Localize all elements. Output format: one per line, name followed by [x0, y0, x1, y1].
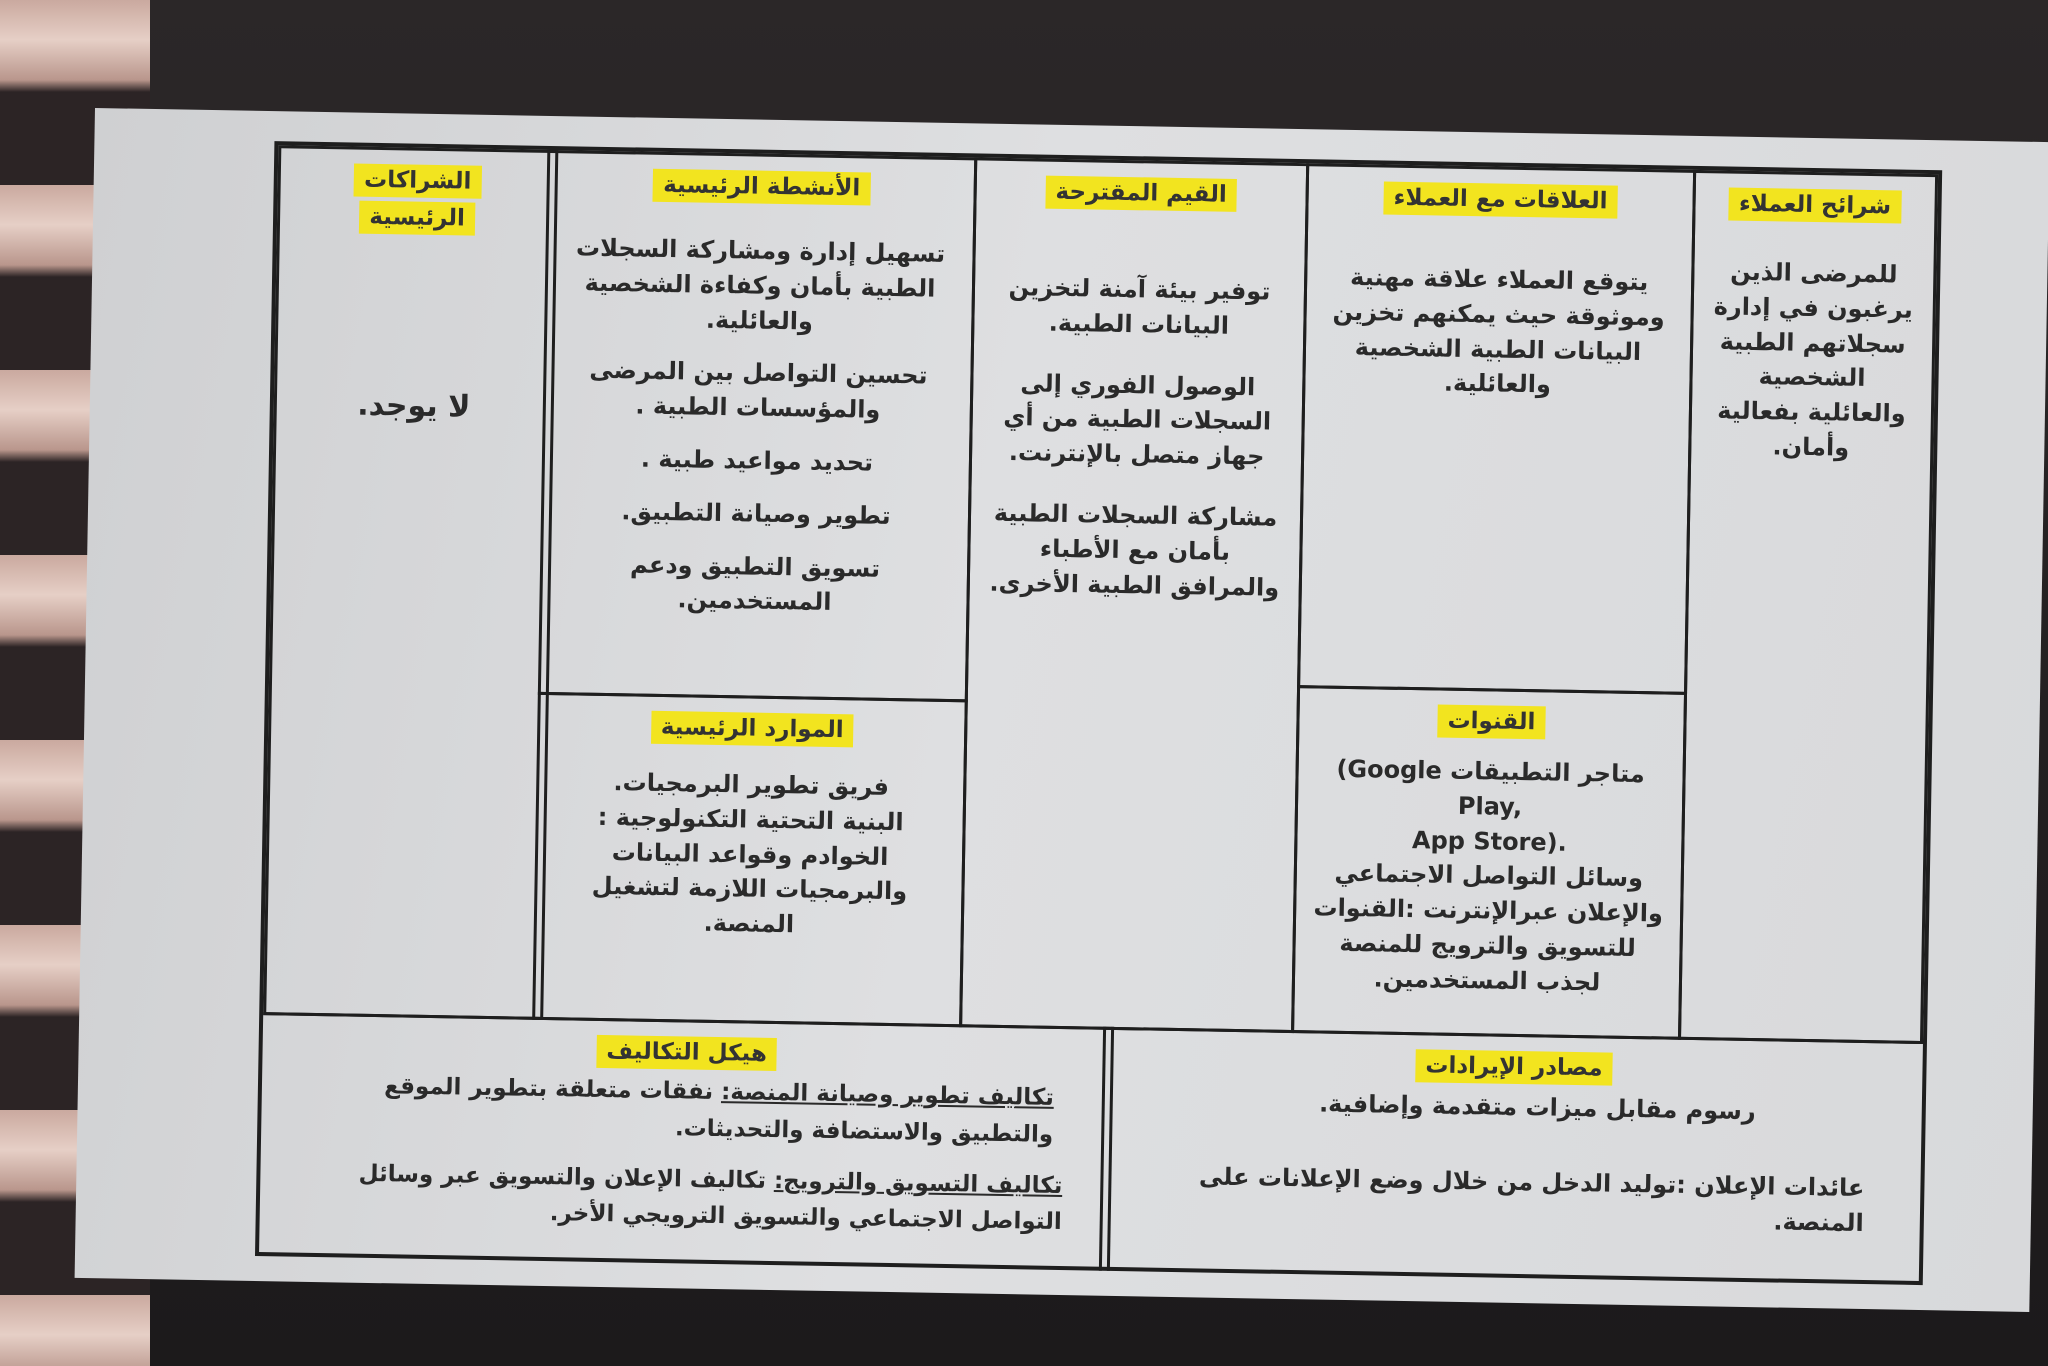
revenue-item: عائدات الإعلان :توليد الدخل من خلال وضع الإعلانات على المنصة.: [1198, 1162, 1865, 1237]
cost-item-text: تكاليف الإعلان والتسويق عبر وسائل التواصل الاجتماعي والتسويق الترويجي الأخر.: [358, 1160, 1062, 1236]
customer-relationships-title: العلاقات مع العملاء: [1383, 182, 1617, 219]
key-activity-item: تحسين التواصل بين المرضى والمؤسسات الطبية .: [589, 356, 928, 424]
key-resources-title: الموارد الرئيسية: [651, 711, 854, 748]
revenue-streams-cell: [1099, 1027, 1923, 1285]
key-resource-item: فريق تطوير البرمجيات.: [613, 768, 890, 802]
key-partners-title-line2: الرئيسية: [359, 201, 475, 236]
key-partners-cell: [263, 145, 558, 1020]
customer-segments-text: للمرضى الذين يرغبون في إدارة سجلاتهم الطبية الشخصية والعائلية بفعالية وأمان.: [1713, 257, 1914, 462]
key-activities-cell: [538, 150, 977, 702]
value-propositions-title: القيم المقترحة: [1045, 176, 1237, 212]
cost-structure-cell: [259, 1012, 1114, 1271]
cost-item-label: تكاليف التسويق والترويج:: [773, 1167, 1063, 1199]
customer-relationships-cell: [1297, 163, 1696, 695]
business-model-canvas: [255, 141, 1942, 1285]
customer-segments-cell: [1678, 170, 1938, 1044]
customer-segments-title: شرائح العملاء: [1729, 188, 1902, 224]
cost-structure-title: هيكل التكاليف: [596, 1035, 777, 1071]
key-partners-title-line1: الشراكات: [354, 164, 482, 199]
projected-slide: [75, 108, 2048, 1312]
channels-google-play: (Google Play,: [1336, 754, 1523, 821]
customer-relationships-text: يتوقع العملاء علاقة مهنية وموثوقة حيث يمكنهم تخزين البيانات الطبية الشخصية والعائلية.: [1332, 262, 1665, 399]
value-proposition-item: الوصول الفوري إلى السجلات الطبية من أي جهاز متصل بالإنترنت.: [1003, 368, 1272, 471]
key-activity-item: تحديد مواعيد طبية .: [640, 444, 874, 477]
channels-app-stores-label: متاجر التطبيقات: [1449, 756, 1646, 789]
channels-social-text: وسائل التواصل الاجتماعي والإعلان عبرالإنترنت :القنوات للتسويق والترويج للمنصة لجذب المستخدمين.: [1313, 859, 1664, 997]
key-activities-title: الأنشطة الرئيسية: [653, 169, 871, 206]
revenue-streams-title: مصادر الإيرادات: [1415, 1049, 1613, 1085]
key-activity-item: تسويق التطبيق ودعم المستخدمين.: [629, 550, 881, 617]
channels-app-store: App Store).: [1411, 825, 1568, 857]
value-proposition-item: مشاركة السجلات الطبية بأمان مع الأطباء والمرافق الطبية الأخرى.: [989, 498, 1280, 602]
key-activity-item: تسهيل إدارة ومشاركة السجلات الطبية بأمان وكفاءة الشخصية والعائلية.: [575, 233, 946, 336]
cost-item-text: نفقات متعلقة بتطوير الموقع والتطبيق والاستضافة والتحديثات.: [384, 1073, 1054, 1148]
key-resource-item: البنية التحتية التكنولوجية : الخوادم وقواعد البيانات والبرمجيات اللازمة لتشغيل المنصة.: [591, 802, 908, 939]
key-resources-cell: [532, 692, 968, 1027]
key-activity-item: تطوير وصيانة التطبيق.: [621, 497, 891, 530]
value-propositions-cell: [959, 157, 1309, 1033]
cost-item-label: تكاليف تطوير وصيانة المنصة:: [720, 1079, 1055, 1111]
channels-cell: [1291, 685, 1687, 1040]
revenue-item: رسوم مقابل ميزات متقدمة وإضافية.: [1318, 1089, 1756, 1126]
key-partners-text: لا يوجد.: [356, 387, 471, 425]
channels-title: القنوات: [1437, 705, 1545, 740]
value-proposition-item: توفير بيئة آمنة لتخزين البيانات الطبية.: [1008, 273, 1271, 340]
